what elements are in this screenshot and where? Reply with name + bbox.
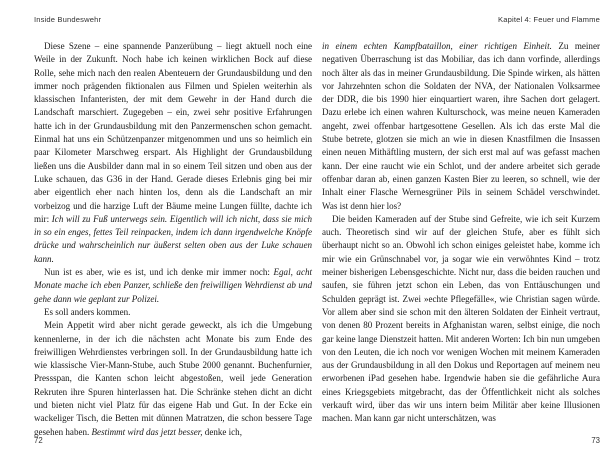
paragraph <box>322 213 600 426</box>
running-header: Inside Bundeswehr <box>34 15 102 24</box>
page-body <box>322 40 600 426</box>
page-number: 73 <box>591 436 600 445</box>
paragraph <box>34 319 312 439</box>
italic-text: Egal, acht Monate mache ich eben Panzer, schließe den freiwilligen Wehrdienst ab und gehe dann wie geplant zur Polizei. <box>34 267 312 304</box>
text-run: Es soll anders kommen. <box>44 306 131 317</box>
text-run: Nun ist es aber, wie es ist, und ich denke mir immer noch: <box>44 267 274 278</box>
page-body <box>34 40 312 439</box>
text-run: denke ich, <box>202 426 242 437</box>
paragraph <box>34 306 312 319</box>
paragraph <box>34 266 312 306</box>
page-number: 72 <box>34 436 43 445</box>
text-run: Zu meiner negativen Überraschung ist das Mobiliar, das ich dann vorfinde, allerdings noch älter als das in meiner Grundausbildung. Die Spinde wirken, als hätten vor Jahrzehnten schon die Soldaten der NVA, der Nationalen Volksarmee der DDR, die bis 1990 hier einquartiert waren, ihre Sachen dort gelagert. Dazu erlebe ich einen wahren Kulturschock, was meine neuen Kameraden angeht, zwei offenbar hartgesottene Gesellen. Als ich das erste Mal die Stube betrete, glotzen sie mich an wie in diesen Knastfilmen die Insassen einen neuen Mithäftling mustern, der sich erst mal auf was gefasst machen kann. Der eine raucht wie ein Schlot, und der andere arbeitet sich gerade offenbar daran ab, einen ganzen Kasten Bier zu leeren, so schnell, wie der Inhalt einer Flasche Wernesgrüner Pils in seinem Schädel verschwindet. Was ist denn hier los? <box>322 41 600 211</box>
text-run: Diese Szene – eine spannende Panzerübung – liegt aktuell noch eine Weile in der Zukunft. Noch habe ich keinen wirklichen Bock auf diese Rolle, sehe mich nach den realen Abenteuern der Grundausbildung und den immer noch prägenden fiktionalen aus Filmen und Spielen weiterhin als klassischen Infanteristen, der mit dem Gewehr in der Hand durch die Landschaft marschiert. Zugegeben – ein, zwei sehr positive Erfahrungen hatte ich in der Grundausbildung mit den Panzermenschen schon gemacht. Einmal hat uns ein Schützenpanzer mitgenommen und uns so heimlich ein paar Kilometer Marschweg erspart. Als Highlight der Grundausbildung ließen uns die Ausbilder dann mal in so einem Teil sitzen und oben aus der Luke schauen, das G36 in der Hand. Gerade dieses Erlebnis ging bei mir aber eigentlich eher nach hinten los, denn als die Landschaft an mir vorbeizog und die harzige Luft der Bäume meine Lungen füllte, dachte ich mir: <box>34 41 312 224</box>
text-run: Mein Appetit wird aber nicht gerade geweckt, als ich die Umgebung kennenlerne, in der ich die nächsten acht Monate bis zum Ende des freiwilligen Wehrdienstes verbringen soll. In der Grundausbildung hatte ich wie klassische Vier-Mann-Stube, auch Stube 2000 genannt. Buchenfurnier, Pressspan, die Kanten schon leicht abgestoßen, weil jede Generation Rekruten ihre Spuren hinterlassen hat. Die Schränke stehen dicht an dicht und bieten nicht viel Platz für das eigene Hab und Gut. In der Ecke ein wackeliger Tisch, die Betten mit dünnen Matratzen, die schon bessere Tage gesehen haben. <box>34 320 312 437</box>
text-run: Die beiden Kameraden auf der Stube sind Gefreite, wie ich seit Kurzem auch. Theoretisch sind wir auf der gleichen Stufe, aber es fühlt sich überhaupt nicht so an. Obwohl ich schon einiges geleistet habe, komme ich mir wie ein Grünschnabel vor, ja sogar wie ein verwöhntes Kind – trotz meiner bisherigen Lebensgeschichte. Nicht nur, dass die beiden rauchen und saufen, sie führen jetzt schon ein Leben, das von Enttäuschungen und Schulden geprägt ist. Zwei »echte Pflegefälle«, wie Christian sagen würde. Vor allem aber sind sie schon mit den älteren Soldaten der Einheit vertraut, von denen 80 Prozent bereits in Afghanistan waren, selbst einige, die noch gar keine lange Dienstzeit hatten. Mit anderen Worten: Ich bin nun umgeben von den Leuten, die ich noch vor wenigen Wochen mit meinem Kameraden aus der Grundausbildung in all den Dokus und Reportagen auf meinem neu erworbenen iPad gesehen habe. Irgendwie haben sie die gefährliche Aura eines Kriegsgebiets mitgebracht, das der Öffentlichkeit nicht als solches verkauft wird, über das wir uns intern beim Militär aber keine Illusionen machen. Man kann gar nicht unterschätzen, was <box>322 213 600 424</box>
right-page <box>322 0 600 467</box>
italic-text: in einem echten Kampfbataillon, einer richtigen Einheit. <box>322 41 552 51</box>
running-header: Kapitel 4: Feuer und Flamme <box>498 15 600 24</box>
left-page <box>34 0 312 467</box>
paragraph <box>34 40 312 266</box>
paragraph <box>322 40 600 213</box>
italic-text: Ich will zu Fuß unterwegs sein. Eigentlich will ich nicht, dass sie mich in so ein enges, fettes Teil reinpacken, indem ich dann irgendwelche Knöpfe drücke und wahrscheinlich nur äußerst selten oben aus der Luke schauen kann. <box>34 213 312 264</box>
italic-text: Bestimmt wird das jetzt besser, <box>91 426 203 437</box>
